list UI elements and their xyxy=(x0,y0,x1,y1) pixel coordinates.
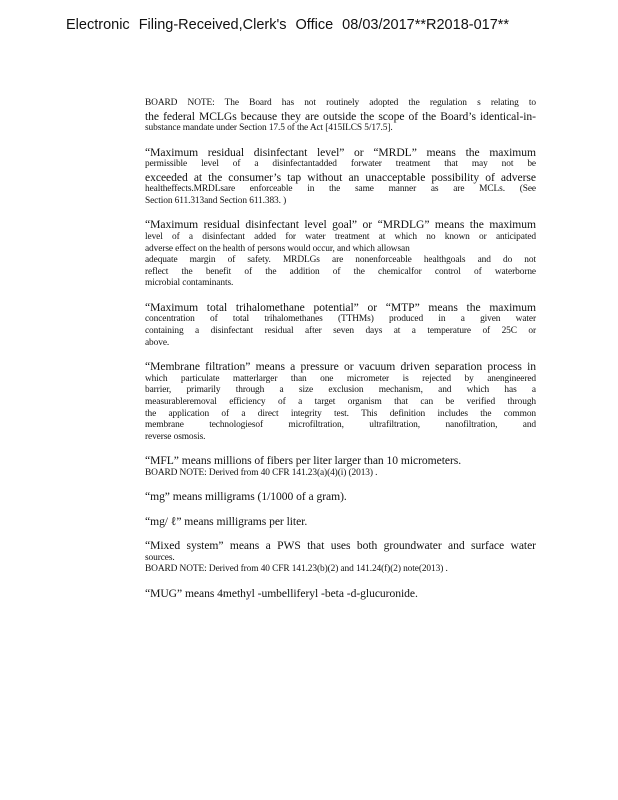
paragraph-line: containing a disinfectant residual after seven days at a temperature of 25C or xyxy=(145,326,536,337)
paragraph-line: “MUG” means 4methyl -umbelliferyl -beta -d-glucuronide. xyxy=(145,587,418,601)
paragraph-line: substance mandate under Section 17.5 of the Act [415ILCS 5/17.5]. xyxy=(145,123,393,134)
definition-paragraph xyxy=(145,515,536,529)
paragraph-line: “Membrane filtration” means a pressure or vacuum driven separation process in xyxy=(145,360,536,374)
definition-paragraph xyxy=(145,539,536,576)
paragraph-line: BOARD NOTE: Derived from 40 CFR 141.23(a)(4)(i) (2013) . xyxy=(145,467,378,478)
paragraph-line: “Maximum total trihalomethane potential” or “MTP” means the maximum xyxy=(145,300,536,314)
paragraph-line: “Maximum residual disinfectant level” or “MRDL” means the maximum xyxy=(145,145,536,159)
paragraph-line: reverse osmosis. xyxy=(145,431,206,442)
paragraph-line: level of a disinfectant added for water treatment at which no known or anticipated xyxy=(145,231,536,242)
definition-paragraph xyxy=(145,301,536,349)
paragraph-line: membrane technologiesof microfiltration, ultrafiltration, nanofiltration, and xyxy=(145,420,536,431)
definition-paragraph xyxy=(145,454,536,479)
paragraph-line: “MFL” means millions of fibers per liter larger than 10 micrometers. xyxy=(145,454,462,468)
paragraph-line: reflect the benefit of the addition of the chemicalfor control of waterborne xyxy=(145,266,536,277)
definition-paragraph xyxy=(145,587,536,601)
paragraph-line: adverse effect on the health of persons would occur, and which allowsan xyxy=(145,243,410,254)
paragraph-line: “mg/ ℓ” means milligrams per liter. xyxy=(145,514,308,528)
paragraph-line: “Mixed system” means a PWS that uses both groundwater and surface water xyxy=(145,539,536,553)
filing-header: Electronic Filing-Received,Clerk's Office 08/03/2017**R2018-017** xyxy=(66,17,510,33)
paragraph-line: microbial contaminants. xyxy=(145,278,234,289)
definition-paragraph xyxy=(145,146,536,208)
definition-paragraph xyxy=(145,360,536,443)
paragraph-line: the application of a direct integrity test. This definition includes the common xyxy=(145,408,536,419)
paragraph-line: “Maximum residual disinfectant level goal” or “MRDLG” means the maximum xyxy=(145,218,536,232)
paragraph-line: healtheffects.MRDLsare enforceable in the same manner as are MCLs. (See xyxy=(145,184,536,195)
definition-paragraph xyxy=(145,98,536,135)
paragraph-line: BOARD NOTE: Derived from 40 CFR 141.23(b)(2) and 141.24(f)(2) note(2013) . xyxy=(145,564,448,575)
paragraph-line: adequate margin of safety. MRDLGs are nonenforceable healthgoals and do not xyxy=(145,255,536,266)
paragraph-line: permissible level of a disinfectantadded forwater treatment that may not be xyxy=(145,159,536,170)
paragraph-line: above. xyxy=(145,337,170,348)
paragraph-line: measurableremoval efficiency of a target organism that can be verified through xyxy=(145,396,536,407)
paragraph-line: “mg” means milligrams (1/1000 of a gram). xyxy=(145,490,347,504)
definition-paragraph xyxy=(145,218,536,289)
paragraph-line: the federal MCLGs because they are outside the scope of the Board’s identical-in- xyxy=(145,109,536,123)
paragraph-line: BOARD NOTE: The Board has not routinely adopted the regulation s relating to xyxy=(145,98,536,108)
paragraph-line: concentration of total trihalomethanes (TTHMs) produced in a given water xyxy=(145,314,536,325)
definition-paragraph xyxy=(145,490,536,504)
document-body xyxy=(145,98,536,612)
paragraph-line: barrier, primarily through a size exclusion mechanism, and which has a xyxy=(145,385,536,396)
paragraph-line: exceeded at the consumer’s tap without an unacceptable possibility of adverse xyxy=(145,170,536,184)
paragraph-line: Section 611.313and Section 611.383. ) xyxy=(145,195,287,206)
paragraph-line: which particulate matterlarger than one micrometer is rejected by anengineered xyxy=(145,373,536,384)
paragraph-line: sources. xyxy=(145,552,175,563)
